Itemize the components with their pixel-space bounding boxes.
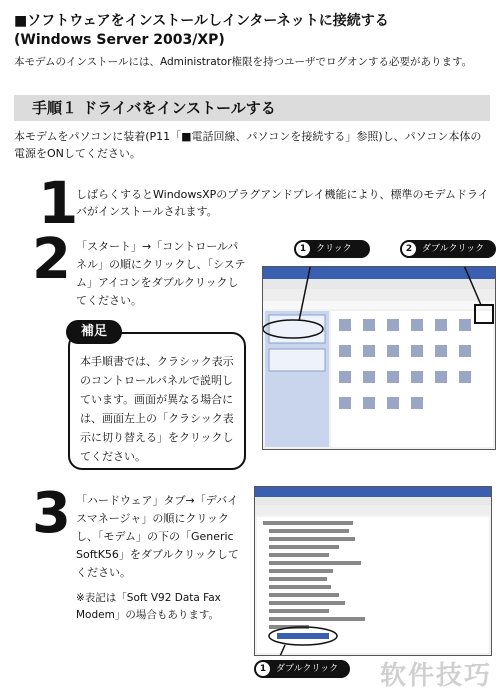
supplement-text: 本手順書では、クラシック表示のコントロールパネルで説明しています。画面が異なる場合には、画面左上の「クラシック表示に切り替える」をクリックしてください。: [80, 355, 234, 463]
callout-double-click-number: 2: [402, 242, 416, 256]
step-number-2: 2: [32, 227, 71, 292]
supplement-badge: 補足: [66, 320, 122, 344]
callout-double-click-device: [254, 660, 350, 678]
watermark: 软件技巧: [379, 661, 492, 691]
step-intro-text: 本モデムをパソコンに装着(P11「■電話回線、パソコンを接続する」参照)し、パソコン本体の電源をONしてください。: [14, 130, 482, 160]
step-1-text: しばらくするとWindowsXPのプラグアンドプレイ機能により、標準のモデムドライバがインストールされます。: [76, 188, 489, 218]
step-3-text: 「ハードウェア」タブ→「デバイスマネージャ」の順にクリックし、「モデム」の下の「Generic SoftK56」をダブルクリックしてください。: [76, 494, 239, 579]
control-panel-illustration: [263, 267, 495, 449]
step-heading: 手順１ ドライバをインストールする: [14, 95, 490, 121]
step-3-note: ※表記は「Soft V92 Data Fax Modem」の場合もあります。: [76, 592, 221, 621]
callout-double-click: [400, 240, 496, 258]
callout-click: [294, 240, 370, 258]
callout-double-click-device-number: 1: [256, 662, 270, 676]
page-title-line2: (Windows Server 2003/XP): [14, 32, 225, 48]
callout-click-number: 1: [296, 242, 310, 256]
step-2-text: 「スタート」→「コントロールパネル」の順にクリックし、「システム」アイコンをダブルクリックしてください。: [76, 240, 246, 307]
callout-double-click-device-label: ダブルクリック: [276, 664, 339, 674]
callout-double-click-label: ダブルクリック: [422, 244, 485, 254]
page-title-line1: ■ソフトウェアをインストールしインターネットに接続する: [14, 13, 389, 29]
page-title: [14, 12, 490, 50]
supplement-note: [68, 324, 246, 470]
device-manager-illustration: [255, 487, 491, 655]
intro-text: 本モデムのインストールには、Administrator権限を持つユーザでログオンする必要があります。: [14, 56, 473, 68]
control-panel-screenshot: [262, 266, 496, 450]
device-manager-screenshot: [254, 486, 492, 656]
callout-click-label: クリック: [316, 244, 352, 254]
step-number-3: 3: [32, 481, 71, 546]
step-number-1: 1: [38, 169, 79, 237]
top-rule: [0, 0, 500, 6]
